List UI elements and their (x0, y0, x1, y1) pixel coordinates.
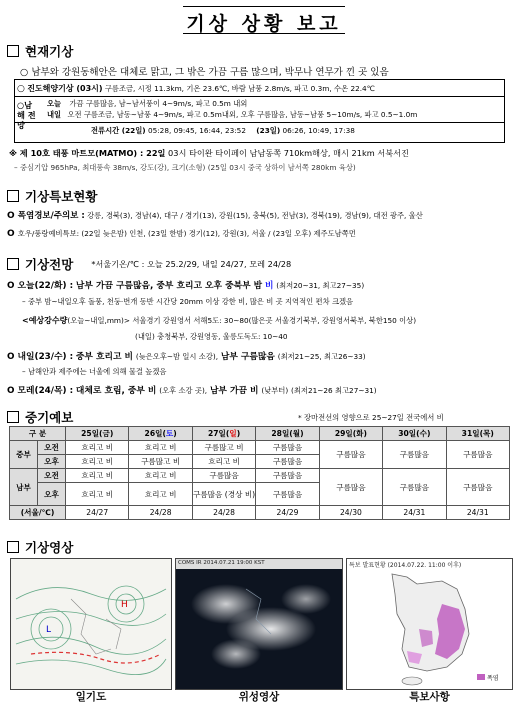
table-header-row (10, 427, 510, 441)
table-cell: 흐리고 비 (66, 469, 129, 483)
period-cell: 오후 (38, 483, 66, 506)
table-cell: 구름많고 비 (129, 455, 192, 469)
current-summary: ○ 남부와 강원동해안은 대체로 맑고, 그 밖은 가끔 구름 많으며, 박무나 연무가 낀 곳 있음 (20, 67, 389, 78)
square-bullet-icon (7, 258, 19, 270)
weather-chart-image (10, 558, 172, 690)
table-cell: 구름많음 (446, 469, 509, 506)
day-header (192, 427, 255, 441)
south-label: ○남해 전망 (17, 100, 36, 130)
table-cell: 24/28 (129, 506, 192, 520)
day-header: 31일(목) (446, 427, 509, 441)
table-row (10, 469, 510, 483)
south-today: 오늘 가끔 구름많음, 남~남서풍이 4~9m/s, 파고 0.5m 내외 (47, 99, 248, 108)
tide-row: 전류시간 (22일) 05:28, 09:45, 16:44, 23:52 (23일) 06:26, 10:49, 17:38 (91, 126, 355, 135)
square-bullet-icon (7, 541, 19, 553)
table-cell: 24/30 (319, 506, 382, 520)
period-cell: 오후 (38, 455, 66, 469)
weekly-forecast-table (9, 426, 510, 520)
section-heading: 기상특보현황 (25, 189, 98, 204)
section-imagery (7, 538, 73, 556)
temp-label-cell: (서울/℃) (10, 506, 66, 520)
day-header: 30일(수) (383, 427, 446, 441)
legend-label: 폭염 (487, 675, 499, 682)
caption-warning: 특보사항 (409, 691, 450, 703)
day-weekday-label: 토 (165, 429, 174, 438)
caption-weather-chart: 일기도 (75, 691, 107, 703)
section-special (7, 187, 97, 205)
day-header: 25일(금) (66, 427, 129, 441)
warning-header: 특보 발표현황 (2014.07.22. 11:00 이후) (349, 562, 462, 569)
low-pressure-label: L (46, 625, 52, 635)
day-paren-label: ) (236, 429, 241, 438)
table-cell: 24/28 (192, 506, 255, 520)
south-tomorrow: 내일 오전 구름조금, 남동~남풍 4~9m/s, 파고 0.5m내외, 오후 구름많음, 남동~남풍 5~10m/s, 파고 0.5~1.0m (47, 110, 418, 119)
forecast-dayafter: O 모레(24/목) : 대체로 흐림, 중부 비 (오후 소강 곳), 남부 가끔 비 (낮부터) (최저21~26 최고27~31) (7, 386, 377, 396)
day-date-label: 27일( (207, 429, 230, 438)
circle-bullet-icon: ○ (17, 100, 25, 110)
table-cell: 구름많음 (319, 469, 382, 506)
day-header (129, 427, 192, 441)
typhoon-detail: – 중심기압 965hPa, 최대풍속 38m/s, 강도(강), 크기(소형) (25일 03시 중국 상하이 남서쪽 280km 육상) (14, 163, 356, 172)
expected-rainfall-2: (내일) 충청북부, 강원영동, 울릉도독도: 10~40 (135, 332, 288, 341)
region-cell: 남부 (10, 469, 38, 506)
section-heading: 기상전망 (25, 257, 74, 272)
section-heading: 현재기상 (25, 44, 74, 59)
observation-box (14, 79, 505, 143)
period-cell: 오전 (38, 441, 66, 455)
table-cell: 흐리고 비 (192, 455, 255, 469)
day-header: 28일(월) (256, 427, 319, 441)
caption-satellite: 위성영상 (238, 691, 280, 703)
day-weekday-label: 일 (229, 429, 237, 438)
table-cell: 구름많음 (383, 469, 446, 506)
table-cell: 흐리고 비 (66, 441, 129, 455)
title-box (183, 6, 345, 34)
section-current (7, 42, 73, 60)
table-cell: 구름많음 (319, 441, 382, 469)
high-pressure-label: H (121, 600, 128, 610)
table-cell: 24/29 (256, 506, 319, 520)
typhoon-line: ※ 제 10호 태풍 마트모(MATMO) : 22일 03시 타이완 타이페이 남남동쪽 710km해상, 매시 21km 서북서진 (9, 148, 409, 158)
satellite-header: COMS IR 2014.07.21 19:00 KST (178, 560, 265, 566)
square-bullet-icon (7, 45, 19, 57)
day-header: 29일(화) (319, 427, 382, 441)
region-cell: 중부 (10, 441, 38, 469)
circle-bullet-icon: O (7, 211, 18, 221)
forecast-tomorrow-detail: – 남해안과 제주에는 너울에 의해 물결 높겠음 (22, 367, 167, 376)
seoul-temp-note: *서울기온/℃ : 오늘 25.2/29, 내일 24/27, 모레 24/28 (91, 258, 292, 269)
circle-bullet-icon: O (7, 281, 18, 291)
satellite-graphic (176, 559, 342, 689)
circle-bullet-icon: O (7, 386, 18, 396)
table-cell: 구름많음 (383, 441, 446, 469)
circle-bullet-icon: ○ (17, 84, 25, 94)
table-cell: 흐리고 비 (129, 469, 192, 483)
square-bullet-icon (7, 190, 19, 202)
page-title: 기상 상황 보고 (186, 13, 342, 35)
table-cell: 구름많음 (256, 441, 319, 455)
table-row (10, 506, 510, 520)
divider (15, 122, 504, 123)
table-cell: 흐리고 비 (66, 483, 129, 506)
corner-cell: 구 분 (10, 427, 66, 441)
table-cell: 구름많고 비 (192, 441, 255, 455)
circle-bullet-icon: ○ (20, 67, 32, 78)
satellite-image (175, 558, 343, 690)
table-cell: 구름많음 (446, 441, 509, 469)
day-paren-label: ) (173, 429, 177, 438)
section-weekly (7, 408, 73, 426)
rain-prewarning: O 호우/풍랑예비특보: (22일 늦은밤) 인천, (23일 한밤) 경기(12), 강원(3), 서울 / (23일 오후) 제주도남쪽먼 (7, 229, 356, 239)
forecast-today: O 오늘(22/화) : 남부 가끔 구름많음, 중부 흐리고 오후 중북부 밤 비 (최저20~31, 최고27~35) (7, 281, 365, 291)
section-heading: 기상영상 (25, 540, 74, 555)
table-cell: 구름많음 (256, 455, 319, 469)
circle-bullet-icon: O (7, 352, 18, 362)
weather-chart-graphic (11, 559, 171, 689)
heat-warning: O 폭염경보/주의보 : 강릉, 경북(3), 경남(4), 대구 / 경기(13), 강원(15), 충북(5), 전남(3), 경북(19), 경남(9), 대전 광주, 울산 (7, 211, 423, 221)
table-cell: 24/31 (383, 506, 446, 520)
table-cell: 구름많음 (192, 469, 255, 483)
table-cell: 구름많음 (경상 비) (192, 483, 255, 506)
warning-map-graphic (347, 559, 512, 689)
expected-rainfall: <예상강수량(오늘~내일,mm)> 서울경기 강원영서 서해5도: 30~80(많은곳 서울경기북부, 강원영서북부, 북한150 이상) (22, 316, 417, 325)
table-row (10, 441, 510, 455)
circle-bullet-icon: O (7, 229, 18, 239)
forecast-today-detail: – 중부 밤~내일오후 돌풍, 천둥·번개 동반 시간당 20mm 이상 강한 비, 많은 비 곳 지역적인 편차 크겠음 (22, 297, 354, 306)
divider (15, 96, 504, 97)
period-cell: 오전 (38, 469, 66, 483)
weekly-note: * 장마전선의 영향으로 25~27일 전국에서 비 (298, 413, 444, 422)
square-bullet-icon (7, 411, 19, 423)
warning-map-image (346, 558, 513, 690)
table-cell: 흐리고 비 (66, 455, 129, 469)
forecast-tomorrow: O 내일(23/수) : 중부 흐리고 비 (늦은오후~밤 일시 소강), 남부 구름많음 (최저21~25, 최고26~33) (7, 352, 366, 362)
table-cell: 흐리고 비 (129, 483, 192, 506)
section-heading: 중기예보 (25, 410, 74, 425)
table-cell: 흐리고 비 (129, 441, 192, 455)
table-cell: 구름많음 (256, 483, 319, 506)
table-cell: 24/27 (66, 506, 129, 520)
table-cell: 24/31 (446, 506, 509, 520)
coast-obs-row: ○ 진도해양기상 (03시) 구름조금, 시정 11.3km, 기온 23.6℃, 바람 남풍 2.8m/s, 파고 0.3m, 수온 22.4℃ (17, 84, 375, 94)
table-cell: 구름많음 (256, 469, 319, 483)
day-date-label: 26일( (144, 429, 166, 438)
section-forecast (7, 255, 291, 273)
